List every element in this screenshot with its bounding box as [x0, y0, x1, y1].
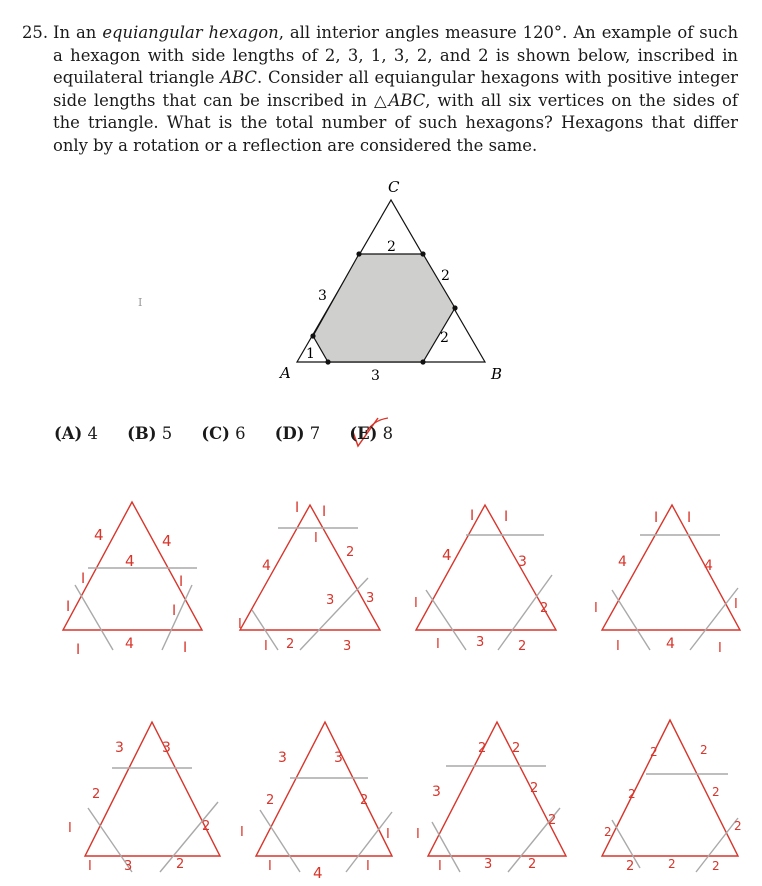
- handwritten-label: 2: [518, 639, 527, 654]
- side-label: 3: [318, 288, 327, 304]
- handwritten-label: 2: [360, 793, 369, 808]
- handwritten-label: 4: [313, 864, 323, 882]
- text-run-italic: equiangular hexagon: [102, 23, 279, 42]
- sketch-7: [416, 722, 566, 874]
- handwritten-label: I: [436, 637, 440, 652]
- handwritten-label: 2: [286, 637, 295, 652]
- handwritten-label: 3: [326, 593, 335, 608]
- handwritten-label: I: [88, 859, 92, 874]
- handwritten-label: I: [718, 641, 722, 656]
- text-run-italic: ABC: [220, 68, 257, 88]
- handwritten-label: I: [240, 825, 244, 840]
- handwritten-label: I: [366, 859, 370, 874]
- choice-c[interactable]: (C) 6: [201, 424, 246, 443]
- side-label: 2: [441, 268, 450, 284]
- side-label: 1: [306, 346, 315, 362]
- example-figure: [278, 178, 502, 384]
- handwritten-label: 2: [604, 825, 612, 839]
- text-run: , all interior angles measure 120°. An example of such a hexagon with side lengths of 2, 3, 1, 3, 2, and 2 is shown below, inscribed in equilateral triangle: [53, 23, 738, 88]
- hexagon: [313, 254, 455, 362]
- handwritten-label: I: [416, 827, 420, 842]
- handwritten-label: 2: [734, 819, 742, 833]
- sketch-1: [63, 502, 202, 658]
- vertex-label-a: A: [280, 364, 291, 382]
- vertex-label-b: B: [491, 365, 503, 383]
- choice-b[interactable]: (B) 5: [127, 424, 173, 443]
- side-label: 2: [440, 330, 449, 346]
- handwritten-label: 4: [618, 554, 627, 570]
- handwritten-label: 4: [162, 532, 172, 550]
- handwritten-label: 3: [476, 635, 485, 650]
- handwritten-label: I: [179, 574, 184, 590]
- handwritten-label: I: [386, 827, 390, 842]
- handwritten-label: I: [594, 601, 598, 616]
- handwritten-label: 4: [704, 558, 713, 574]
- handwritten-label: 4: [666, 636, 675, 652]
- side-label: 2: [387, 239, 396, 255]
- handwritten-label: I: [687, 510, 692, 526]
- handwritten-label: I: [268, 859, 272, 874]
- handwritten-label: 3: [162, 740, 171, 756]
- handwritten-label: I: [68, 821, 72, 836]
- handwritten-label: 2: [92, 787, 101, 802]
- handwritten-label: 2: [712, 859, 720, 873]
- handwritten-label: 3: [278, 750, 287, 766]
- handwritten-label: 2: [346, 545, 355, 560]
- handwritten-label: 4: [442, 546, 452, 564]
- sketch-8: [602, 720, 742, 874]
- handwritten-label: 3: [343, 639, 352, 654]
- handwritten-label: I: [238, 617, 242, 632]
- handwritten-label: I: [322, 504, 327, 520]
- sketch-6: [240, 722, 392, 882]
- sketch-5: [68, 722, 220, 874]
- handwritten-label: 3: [518, 554, 527, 570]
- handwritten-label: 3: [366, 591, 375, 606]
- text-run: In an: [53, 23, 103, 42]
- handwritten-label: 3: [432, 784, 441, 800]
- handwritten-label: 4: [125, 552, 135, 570]
- handwritten-label: I: [295, 500, 300, 516]
- handwritten-label: I: [616, 639, 620, 654]
- choice-e[interactable]: (E) 8: [349, 424, 394, 443]
- handwritten-label: 3: [484, 857, 493, 872]
- side-label: 3: [371, 368, 380, 384]
- handwritten-label: 2: [712, 785, 720, 799]
- handwritten-label: 3: [124, 859, 133, 874]
- stray-mark: I: [138, 296, 143, 309]
- handwritten-label: 2: [700, 743, 708, 757]
- handwritten-label: 2: [266, 793, 275, 808]
- handwritten-label: 2: [668, 857, 676, 871]
- handwritten-label: 2: [202, 819, 211, 834]
- handwritten-label: 4: [125, 636, 134, 652]
- text-run: . Consider all equiangular hexagons with positive integer side lengths that can be inscribed in △: [53, 68, 738, 110]
- handwritten-label: I: [414, 596, 418, 611]
- handwritten-label: I: [183, 640, 188, 656]
- handwritten-label: 2: [548, 813, 557, 828]
- handwritten-label: I: [172, 603, 177, 619]
- handwritten-label: 3: [115, 740, 124, 756]
- handwritten-label: I: [81, 571, 86, 587]
- handwritten-label: 2: [512, 741, 521, 756]
- handwritten-label: 2: [540, 601, 549, 616]
- handwritten-label: I: [504, 509, 509, 525]
- sketch-2: [238, 500, 380, 654]
- answer-choices: [54, 424, 417, 443]
- problem-number: 25.: [22, 23, 49, 42]
- handwritten-label: I: [654, 510, 659, 526]
- handwritten-label: 2: [626, 859, 635, 874]
- handwritten-label: 3: [334, 750, 343, 766]
- handwritten-label: I: [264, 639, 268, 654]
- handwritten-label: I: [734, 597, 738, 612]
- text-run-italic: ABC: [388, 90, 426, 110]
- handwritten-label: I: [314, 531, 318, 546]
- sketch-4: [594, 505, 740, 656]
- handwritten-label: 2: [650, 745, 658, 759]
- handwritten-label: 2: [528, 857, 537, 872]
- handwritten-label: 2: [628, 787, 636, 801]
- handwritten-label: 4: [94, 526, 104, 544]
- sketch-3: [414, 505, 556, 654]
- choice-d[interactable]: (D) 7: [274, 424, 321, 443]
- handwritten-label: I: [76, 642, 81, 658]
- vertex-label-c: C: [388, 178, 400, 196]
- handwritten-label: I: [438, 859, 442, 874]
- handwritten-label: I: [470, 508, 475, 524]
- handwritten-label: 4: [262, 558, 271, 574]
- text-run: , with all six vertices on the sides of the triangle. What is the total number of such hexagons? Hexagons that differ only by a rotation or a reflection are considered the same.: [53, 90, 738, 155]
- handwritten-label: 2: [478, 741, 487, 756]
- handwritten-label: 2: [530, 781, 539, 796]
- choice-a[interactable]: (A) 4: [54, 424, 98, 443]
- handwritten-label: 2: [176, 857, 185, 872]
- handwritten-label: I: [66, 599, 71, 615]
